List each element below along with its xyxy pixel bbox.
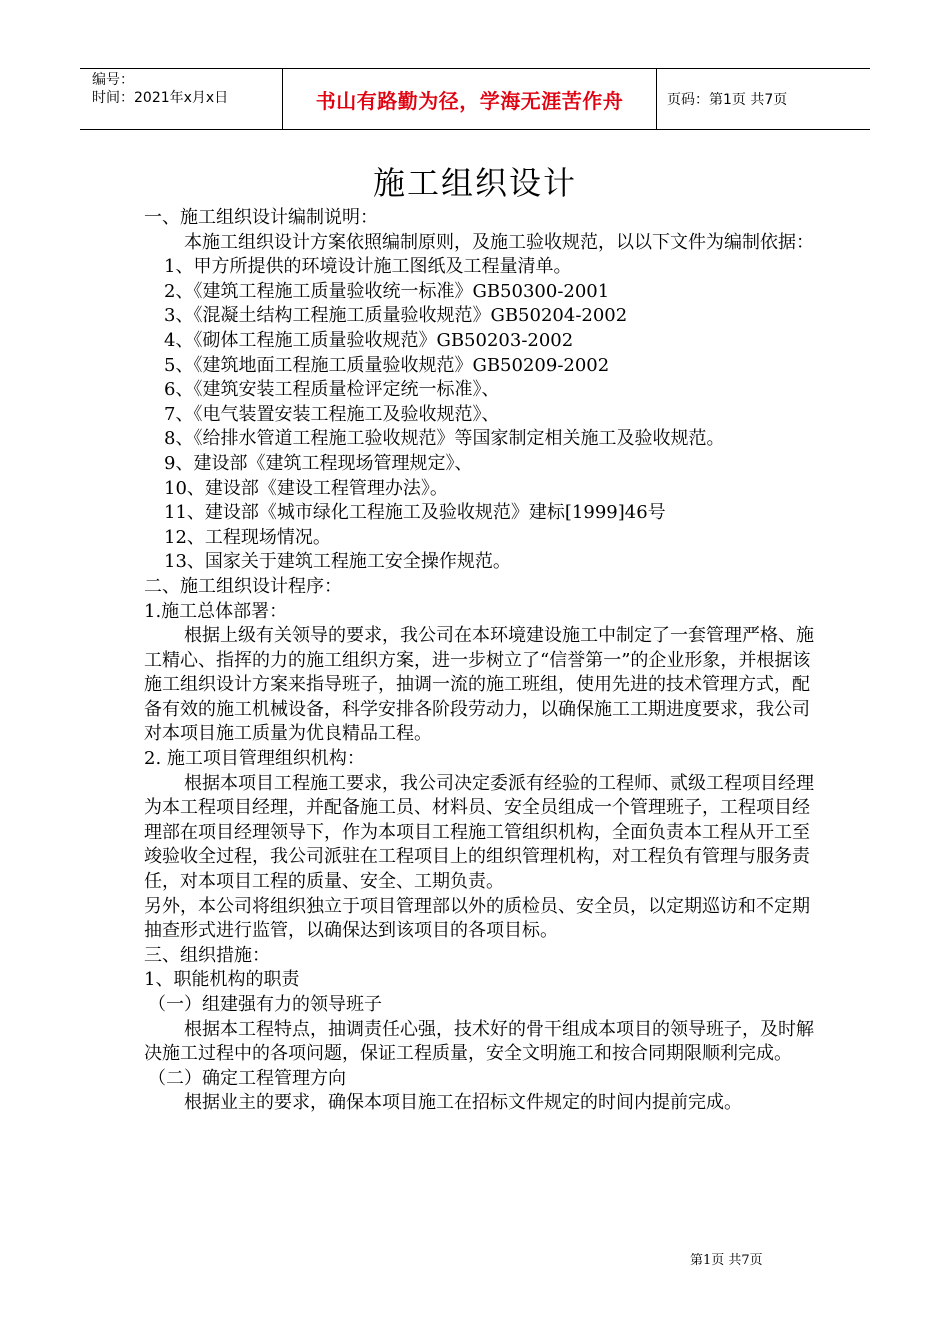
paragraph: 根据上级有关领导的要求，我公司在本环境建设施工中制定了一套管理严格、施工精心、指挥的力的施工组织方案，进一步树立了“信誉第一”的企业形象，并根据该施工组织设计方案来指导班子，抽调一流的施工班组，使用先进的技术管理方式，配备有效的施工机械设备，科学安排各阶段劳动力，以确保施工工期进度要求，我公司对本项目施工质量为优良精品工程。 bbox=[144, 625, 814, 745]
page-footer: 第1页 共7页 bbox=[690, 1253, 763, 1268]
list-item: 8、《给排水管道工程施工验收规范》等国家制定相关施工及验收规范。 bbox=[164, 428, 725, 450]
document-body bbox=[144, 206, 824, 1116]
list-item: 7、《电气装置安装工程施工及验收规范》、 bbox=[164, 403, 500, 425]
list-item: 3、《混凝土结构工程施工质量验收规范》GB50204-2002 bbox=[164, 305, 628, 327]
header-page-info: 页码：第1页 共7页 bbox=[667, 92, 788, 108]
header-meta bbox=[80, 69, 282, 129]
page-header bbox=[80, 68, 870, 130]
list-item: 6、《建筑安装工程质量检评定统一标准》、 bbox=[164, 379, 500, 401]
document-date: 时间：2021年x月x日 bbox=[92, 90, 229, 106]
subsection-heading: （二）确定工程管理方向 bbox=[148, 1067, 346, 1089]
paragraph: 根据本工程特点，抽调责任心强，技术好的骨干组成本项目的领导班子，及时解决施工过程中的各项问题，保证工程质量，安全文明施工和按合同期限顺利完成。 bbox=[144, 1018, 814, 1065]
subsection-heading: 2. 施工项目管理组织机构： bbox=[144, 748, 365, 770]
subsection-heading: 1、职能机构的职责 bbox=[144, 969, 300, 991]
list-item: 9、建设部《建筑工程现场管理规定》、 bbox=[164, 452, 473, 474]
paragraph: 根据业主的要求，确保本项目施工在招标文件规定的时间内提前完成。 bbox=[184, 1092, 742, 1114]
list-item: 11、建设部《城市绿化工程施工及验收规范》建标[1999]46号 bbox=[164, 502, 666, 524]
list-item: 5、《建筑地面工程施工质量验收规范》GB50209-2002 bbox=[164, 354, 610, 376]
paragraph: 另外，本公司将组织独立于项目管理部以外的质检员、安全员，以定期巡访和不定期抽查形式进行监管，以确保达到该项目的各项目标。 bbox=[144, 895, 810, 942]
header-motto: 书山有路勤为径，学海无涯苦作舟 bbox=[282, 69, 657, 129]
paragraph: 本施工组织设计方案依照编制原则，及施工验收规范，以以下文件为编制依据： bbox=[184, 231, 814, 253]
section-heading: 三、组织措施： bbox=[144, 944, 270, 966]
document-title: 施工组织设计 bbox=[372, 164, 577, 202]
document-number-label: 编号： bbox=[92, 72, 134, 88]
list-item: 4、《砌体工程施工质量验收规范》GB50203-2002 bbox=[164, 329, 574, 351]
paragraph: 根据本项目工程施工要求，我公司决定委派有经验的工程师、贰级工程项目经理为本工程项目经理，并配备施工员、材料员、安全员组成一个管理班子，工程项目经理部在项目经理领导下，作为本项目工程施工管组织机构，全面负责本工程从开工至竣验收全过程，我公司派驻在工程项目上的组织管理机构，对工程负有管理与服务责任，对本项目工程的质量、安全、工期负责。 bbox=[144, 772, 814, 893]
subsection-heading: 1.施工总体部署： bbox=[144, 600, 288, 622]
subsection-heading: （一）组建强有力的领导班子 bbox=[148, 994, 382, 1015]
section-heading: 一、施工组织设计编制说明： bbox=[144, 207, 378, 228]
list-item: 1、甲方所提供的环境设计施工图纸及工程量清单。 bbox=[164, 256, 572, 278]
list-item: 10、建设部《建设工程管理办法》。 bbox=[164, 477, 448, 499]
list-item: 13、国家关于建筑工程施工安全操作规范。 bbox=[164, 551, 511, 573]
list-item: 12、工程现场情况。 bbox=[164, 526, 331, 548]
list-item: 2、《建筑工程施工质量验收统一标准》GB50300-2001 bbox=[164, 280, 610, 302]
section-heading: 二、施工组织设计程序： bbox=[144, 575, 342, 597]
